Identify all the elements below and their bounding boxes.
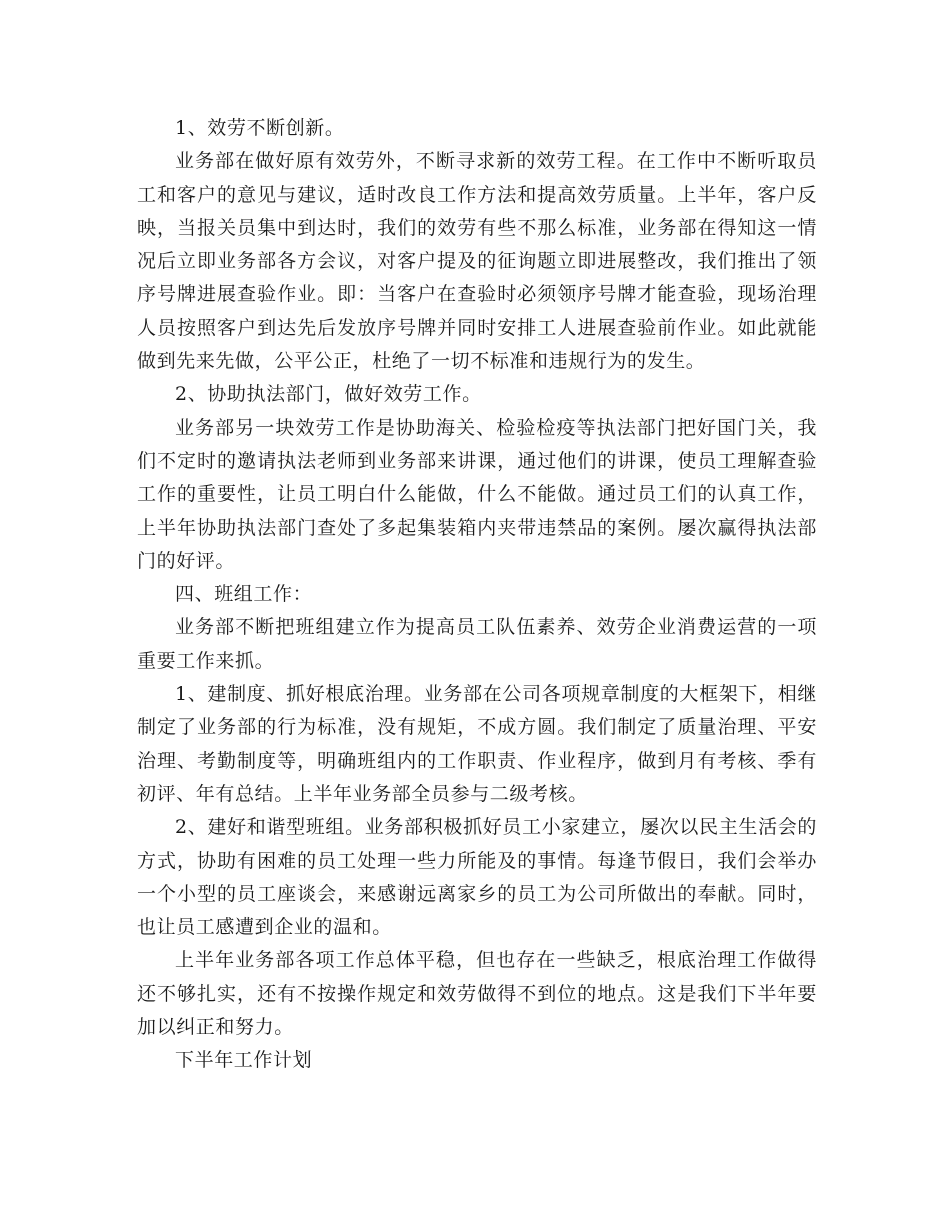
paragraph-half-year-summary: 上半年业务部各项工作总体平稳，但也存在一些缺乏，根底治理工作做得还不够扎实，还有不按操作规定和效劳做得不到位的地点。这是我们下半年要加以纠正和努力。 bbox=[137, 949, 817, 1039]
paragraph-harmonious-team: 2、建好和谐型班组。业务部积极抓好员工小家建立，屡次以民主生活会的方式，协助有困难的员工处理一些力所能及的事情。每逢节假日，我们会举办一个小型的员工座谈会，来感谢远离家乡的员工为公司所做出的奉献。同时，也让员工感遭到企业的温和。 bbox=[137, 816, 817, 939]
paragraph-system-building: 1、建制度、抓好根底治理。业务部在公司各项规章制度的大框架下，相继制定了业务部的行为标准，没有规矩，不成方圆。我们制定了质量治理、平安治理、考勤制度等，明确班组内的工作职责、作业程序，做到月有考核、季有初评、年有总结。上半年业务部全员参与二级考核。 bbox=[137, 683, 817, 805]
paragraph-service-innovation-heading: 1、效劳不断创新。 bbox=[175, 117, 345, 139]
paragraph-team-work-intro: 业务部不断把班组建立作为提高员工队伍素养、效劳企业消费运营的一项重要工作来抓。 bbox=[137, 616, 817, 672]
paragraph-service-innovation-body: 业务部在做好原有效劳外，不断寻求新的效劳工程。在工作中不断听取员工和客户的意见与建议，适时改良工作方法和提高效劳质量。上半年，客户反映，当报关员集中到达时，我们的效劳有些不那么标准，业务部在得知这一情况后立即业务部各方会议，对客户提及的征询题立即进展整改，我们推出了领序号牌进展查验作业。即：当客户在查验时必须领序号牌才能查验，现场治理人员按照客户到达先后发放序号牌并同时安排工人进展查验前作业。如此就能做到先来先做，公平公正，杜绝了一切不标准和违规行为的发生。 bbox=[137, 150, 817, 373]
paragraph-assist-law-enforcement-body: 业务部另一块效劳工作是协助海关、检验检疫等执法部门把好国门关，我们不定时的邀请执法老师到业务部来讲课，通过他们的讲课，使员工理解查验工作的重要性，让员工明白什么能做，什么不能做。通过员工们的认真工作，上半年协助执法部门查处了多起集装箱内夹带违禁品的案例。屡次赢得执法部门的好评。 bbox=[137, 416, 817, 572]
section-heading-next-half-plan: 下半年工作计划 bbox=[175, 1049, 313, 1072]
document-body bbox=[137, 112, 817, 1078]
section-heading-team-work: 四、班组工作： bbox=[175, 583, 313, 606]
paragraph-assist-law-enforcement-heading: 2、协助执法部门，做好效劳工作。 bbox=[175, 383, 482, 406]
